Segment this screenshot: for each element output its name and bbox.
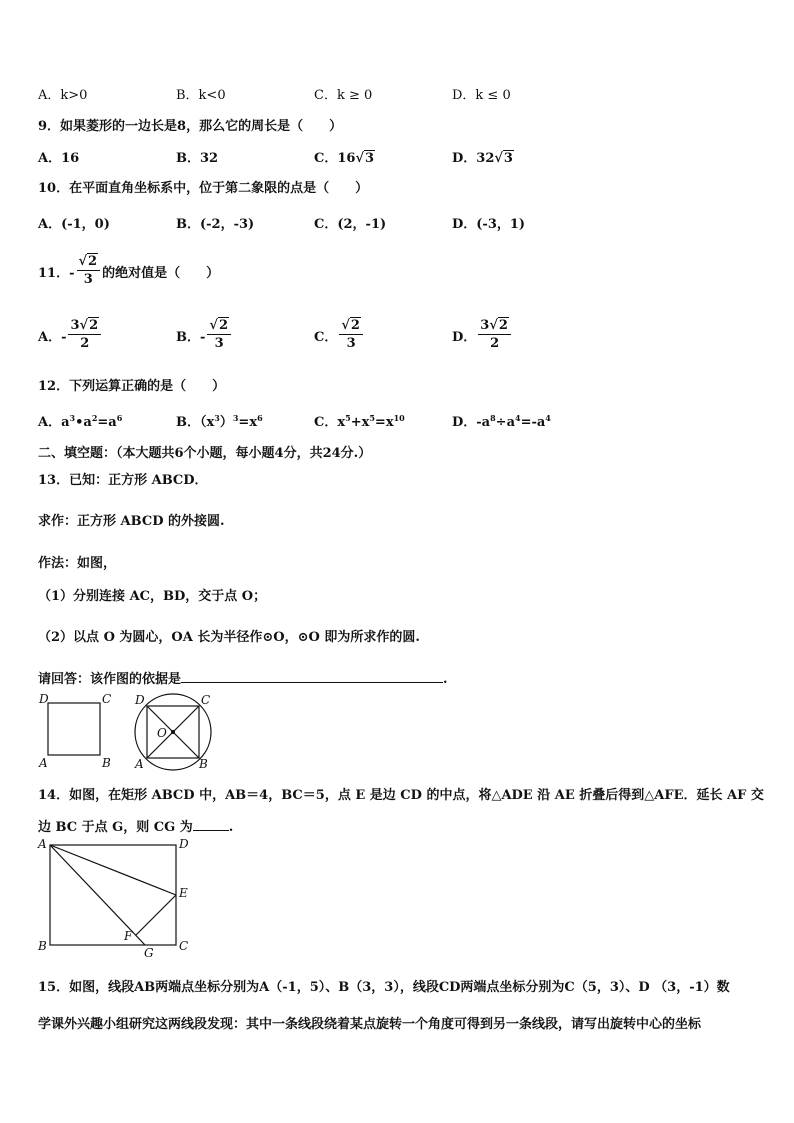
- q11-option-c: C． $\frac{√2}{3}$: [314, 318, 365, 352]
- fig13-right-label-a: A: [135, 757, 144, 771]
- fig14-label-d: D: [179, 837, 189, 851]
- fig13-left-label-d: D: [39, 692, 49, 706]
- q13-task: 求作：正方形 ABCD 的外接圆.: [38, 514, 225, 529]
- q14-segment-ae: [50, 845, 176, 895]
- fig13-right-label-b: B: [199, 757, 208, 771]
- q13-answer-blank[interactable]: [181, 670, 443, 683]
- q14-rectangle: [50, 845, 176, 945]
- q13-question: 请回答：该作图的依据是 .: [38, 672, 448, 687]
- q14-stem-line-1: 14．如图，在矩形 ABCD 中，AB＝4，BC＝5，点 E 是边 CD 的中点，将△ADE 沿 AE 折叠后得到△AFE．延长 AF 交: [38, 788, 764, 803]
- section-heading-fill-in: 二、填空题：（本大题共6个小题，每小题4分，共24分.）: [38, 446, 372, 461]
- q13-square-left: [48, 703, 100, 755]
- q11-option-d: D． $\frac{3√2}{2}$: [452, 318, 513, 352]
- q13-step-1: （1）分别连接 AC，BD，交于点 O；: [38, 589, 267, 604]
- fig14-label-g: G: [144, 946, 154, 958]
- q13-method-intro: 作法：如图，: [38, 556, 117, 571]
- q15-stem-line-2: 学课外兴趣小组研究这两线段发现：其中一条线段绕着某点旋转一个角度可得到另一条线段，请写出旋转中心的坐标: [38, 1017, 702, 1032]
- fig13-label-o: O: [157, 726, 167, 740]
- q12-option-b: B．$(x^3)^3=x^6$: [176, 413, 263, 430]
- q8-option-c: C．k ≥ 0: [314, 88, 373, 103]
- q14-answer-blank[interactable]: [193, 818, 229, 831]
- q10-option-b: B．(-2，-3): [176, 217, 255, 232]
- q13-step-2: （2）以点 O 为圆心，OA 长为半径作⊙O，⊙O 即为所求作的圆.: [38, 630, 420, 645]
- q9-option-c: C．16√3: [314, 151, 375, 166]
- q12-option-d: D．$-a^8\div a^4=-a^4$: [452, 413, 551, 430]
- q12-option-a: A．$a^3•a^2=a^6$: [38, 413, 123, 430]
- q13-figure: [36, 688, 226, 774]
- fig13-right-label-d: D: [135, 693, 145, 707]
- q14-figure: [36, 836, 196, 958]
- fig13-left-label-a: A: [39, 756, 48, 770]
- fig13-left-label-c: C: [102, 692, 112, 706]
- q12-stem: 12．下列运算正确的是（ ）: [38, 379, 226, 394]
- fig14-label-b: B: [38, 939, 47, 953]
- q9-option-a: A．16: [38, 151, 80, 166]
- q9-stem: 9．如果菱形的一边长是8，那么它的周长是（ ）: [38, 119, 343, 134]
- q14-segment-ef: [136, 895, 176, 935]
- fig13-right-label-c: C: [201, 693, 211, 707]
- q13-center-point: [171, 730, 175, 734]
- q8-option-a: A．k>0: [38, 88, 88, 103]
- q10-option-c: C．(2，-1): [314, 217, 387, 232]
- q15-stem-line-1: 15．如图，线段AB两端点坐标分别为A（-1，5）、B（3，3），线段CD两端点坐标分别为C（5，3）、D （3，-1）数: [38, 980, 730, 995]
- fig14-label-c: C: [179, 939, 189, 953]
- q14-stem-line-2: 边 BC 于点 G，则 CG 为 .: [38, 820, 234, 835]
- q11-option-b: B．- $\frac{√2}{3}$: [176, 318, 233, 352]
- fig14-label-a: A: [38, 837, 47, 851]
- fig14-label-f: F: [124, 929, 133, 943]
- q9-option-b: B．32: [176, 151, 219, 166]
- q8-option-b: B．k<0: [176, 88, 226, 103]
- q13-given: 13．已知：正方形 ABCD．: [38, 473, 208, 488]
- fig13-left-label-b: B: [102, 756, 111, 770]
- q12-option-c: C．$x^5+x^5=x^{10}$: [314, 413, 405, 430]
- q8-option-d: D．k ≤ 0: [452, 88, 511, 103]
- q11-stem: 11．- $\frac{√2}{3}$ 的绝对值是（ ）: [38, 254, 220, 287]
- q10-option-d: D．(-3，1): [452, 217, 526, 232]
- fig14-label-e: E: [179, 886, 188, 900]
- q10-option-a: A．(-1，0): [38, 217, 110, 232]
- q11-option-a: A．- $\frac{3√2}{2}$: [38, 318, 103, 352]
- q9-option-d: D．32√3: [452, 151, 513, 166]
- q10-stem: 10．在平面直角坐标系中，位于第二象限的点是（ ）: [38, 181, 369, 196]
